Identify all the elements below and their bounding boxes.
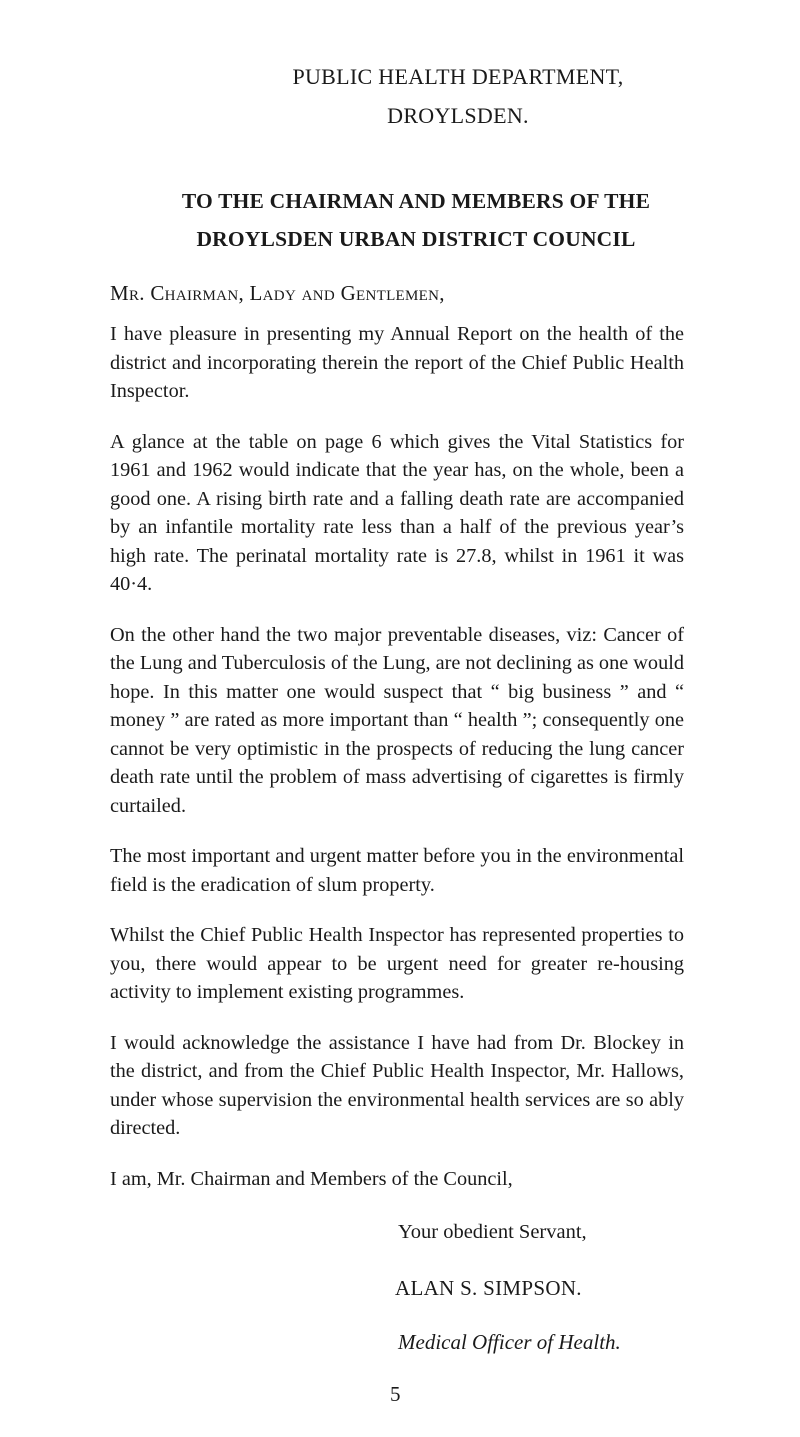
paragraph-acknowledgement: I would acknowledge the assistance I have had from Dr. Blockey in the district, and from the Chief Public Health Inspector, Mr. Hallows, under whose supervision the environmental health services are so ably directed. [110, 1031, 684, 1139]
department-heading: PUBLIC HEALTH DEPARTMENT, [292, 64, 624, 89]
signature-closing: Your obedient Servant, [398, 1221, 587, 1243]
paragraph-vital-statistics: A glance at the table on page 6 which gives the Vital Statistics for 1961 and 1962 would indicate that the year has, on the whole, been a good one. A rising birth rate and a falling death rate are accompanied by an infantile mortality rate less than a half of the previous year’s high rate. The perinatal mortality rate is 27.8, whilst in 1961 it was 40·4. [110, 430, 684, 595]
address-line-2: DROYLSDEN URBAN DISTRICT COUNCIL [196, 227, 636, 251]
signature-name: ALAN S. SIMPSON. [395, 1276, 582, 1300]
paragraph-closing: I am, Mr. Chairman and Members of the Council, [110, 1167, 513, 1190]
paragraph-re-housing: Whilst the Chief Public Health Inspector has represented properties to you, there would appear to be urgent need for greater re-housing activity to implement existing programmes. [110, 924, 684, 1003]
letter-body [110, 320, 684, 1193]
address-line-1: TO THE CHAIRMAN AND MEMBERS OF THE [181, 189, 651, 213]
page-number: 5 [390, 1382, 401, 1406]
paragraph-introduction: I have pleasure in presenting my Annual Report on the health of the district and incorporating therein the report of the Chief Public Health Inspector. [110, 323, 684, 402]
salutation: Mr. Chairman, Lady and Gentlemen, [110, 281, 445, 305]
paragraph-preventable-diseases: On the other hand the two major preventable diseases, viz: Cancer of the Lung and Tuberculosis of the Lung, are not declining as one would hope. In this matter one would suspect that “ big business ” and “ money ” are rated as more important than “ health ”; consequently one cannot be very optimistic in the prospects of reducing the lung cancer death rate until the problem of mass advertising of cigarettes is firmly curtailed. [110, 623, 684, 817]
signature-title: Medical Officer of Health. [398, 1330, 621, 1354]
paragraph-slum-property: The most important and urgent matter before you in the environmental field is the eradication of slum property. [110, 845, 684, 896]
town-heading: DROYLSDEN. [387, 103, 529, 128]
